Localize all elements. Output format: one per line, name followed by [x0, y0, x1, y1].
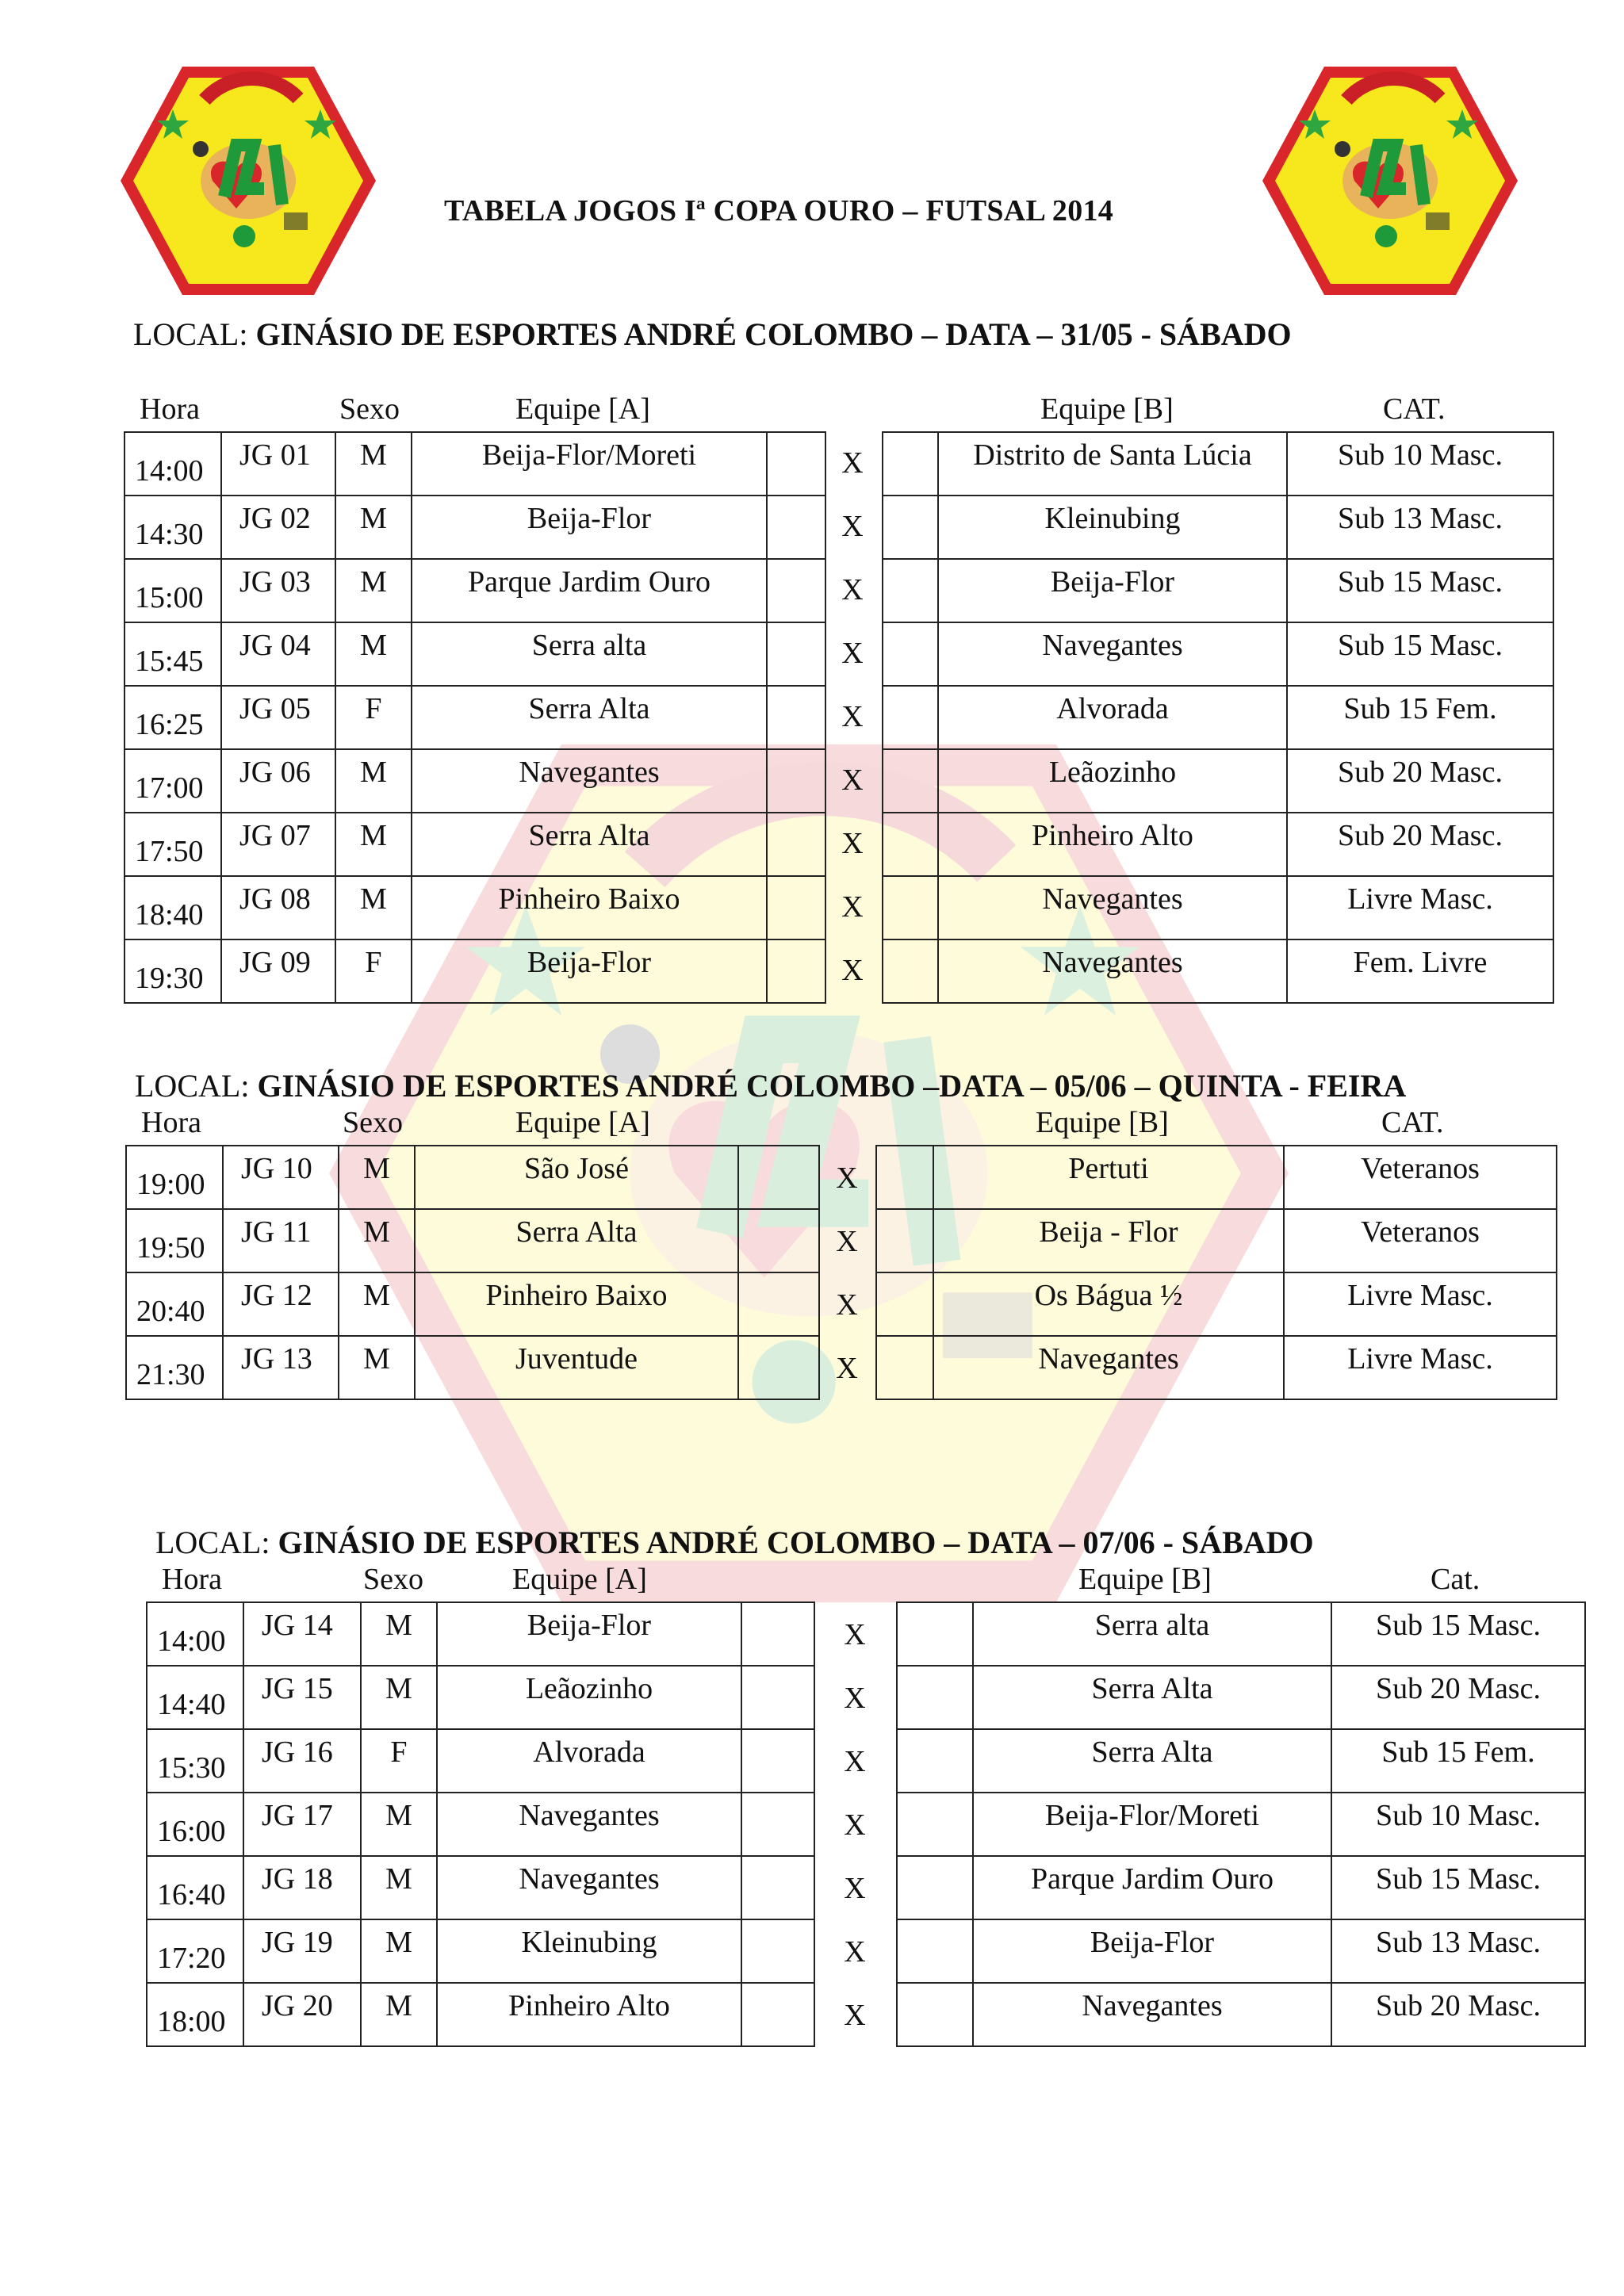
table-row: [883, 559, 1553, 622]
equipe-a-cell: São José: [524, 1152, 629, 1185]
jg-cell: JG 05: [239, 692, 311, 725]
equipe-a-cell: Pinheiro Alto: [508, 1989, 670, 2022]
sexo-cell: F: [365, 946, 382, 979]
score-a-cell: [741, 1729, 814, 1793]
table-row: [147, 1856, 814, 1919]
section-3-local-label: LOCAL:: [155, 1525, 278, 1560]
table-row: [124, 559, 825, 622]
hora-cell: 19:30: [135, 962, 204, 995]
cat-cell: Sub 13 Masc.: [1338, 502, 1503, 535]
hora-cell: 15:45: [135, 645, 204, 678]
table-row: [147, 1983, 814, 2046]
equipe-b-cell: Navegantes: [1038, 1342, 1179, 1376]
hora-cell: 17:00: [135, 771, 204, 805]
score-b-cell: [897, 1666, 973, 1729]
page-title: TABELA JOGOS Iª COPA OURO – FUTSAL 2014: [444, 194, 1114, 228]
versus-mark: X: [844, 1745, 866, 1778]
cat-cell: Sub 13 Masc.: [1376, 1926, 1541, 1959]
score-b-cell: [876, 1146, 933, 1209]
table-row: [883, 939, 1553, 1003]
cat-cell: Sub 10 Masc.: [1376, 1799, 1541, 1832]
header-equipe-b: Equipe [B]: [1078, 1563, 1212, 1596]
table-row: [147, 1729, 814, 1793]
hora-cell: 14:00: [157, 1624, 226, 1658]
versus-mark: X: [844, 1618, 866, 1651]
score-b-cell: [897, 1793, 973, 1856]
jg-cell: JG 15: [262, 1672, 333, 1705]
jg-cell: JG 13: [241, 1342, 312, 1376]
equipe-b-cell: Leãozinho: [1048, 756, 1177, 789]
equipe-a-cell: Beija-Flor: [527, 946, 652, 979]
versus-mark: X: [844, 1682, 866, 1715]
equipe-b-cell: Beija-Flor: [1090, 1926, 1215, 1959]
score-a-cell: [738, 1209, 819, 1272]
equipe-b-cell: Alvorada: [1056, 692, 1169, 725]
table-row: [883, 749, 1553, 813]
table-row: [124, 686, 825, 749]
sexo-cell: M: [363, 1215, 390, 1249]
header-equipe-a: Equipe [A]: [512, 1563, 647, 1596]
versus-mark: X: [841, 954, 864, 987]
score-b-cell: [897, 1983, 973, 2046]
hora-cell: 17:20: [157, 1942, 226, 1975]
table-row: [897, 1856, 1585, 1919]
score-a-cell: [741, 1666, 814, 1729]
equipe-a-cell: Serra Alta: [528, 819, 650, 852]
score-a-cell: [738, 1272, 819, 1336]
jg-cell: JG 16: [262, 1735, 333, 1769]
header-hora: Hora: [162, 1563, 222, 1596]
equipe-a-cell: Navegantes: [519, 756, 660, 789]
hora-cell: 16:00: [157, 1815, 226, 1848]
jg-cell: JG 01: [239, 438, 311, 472]
score-a-cell: [767, 432, 825, 496]
jg-cell: JG 11: [241, 1215, 312, 1249]
jg-cell: JG 08: [239, 882, 311, 916]
score-b-cell: [897, 1919, 973, 1983]
section-3-local-value: GINÁSIO DE ESPORTES ANDRÉ COLOMBO – DATA – 07/06 - SÁBADO: [278, 1525, 1314, 1560]
jg-cell: JG 04: [239, 629, 311, 662]
equipe-a-cell: Serra Alta: [528, 692, 650, 725]
header-cat: CAT.: [1383, 392, 1446, 426]
score-a-cell: [741, 1602, 814, 1666]
equipe-a-cell: Juventude: [515, 1342, 638, 1376]
sexo-cell: M: [360, 438, 387, 472]
score-a-cell: [738, 1336, 819, 1399]
score-b-cell: [883, 939, 938, 1003]
hora-cell: 18:40: [135, 898, 204, 932]
table-row: [897, 1919, 1585, 1983]
cat-cell: Fem. Livre: [1353, 946, 1488, 979]
hora-cell: 17:50: [135, 835, 204, 868]
section-2-table-b: [875, 1145, 1557, 1400]
equipe-a-cell: Beija-Flor: [527, 502, 652, 535]
section-1-table-b: [882, 431, 1554, 1004]
score-a-cell: [741, 1793, 814, 1856]
table-row: [883, 496, 1553, 559]
sexo-cell: M: [360, 629, 387, 662]
table-row: [124, 432, 825, 496]
score-b-cell: [883, 813, 938, 876]
header-equipe-b: Equipe [B]: [1040, 392, 1174, 426]
copa-ouro-logo-right: [1259, 62, 1521, 300]
hora-cell: 18:00: [157, 2005, 226, 2038]
hora-cell: 15:30: [157, 1751, 226, 1785]
equipe-b-cell: Navegantes: [1042, 629, 1183, 662]
score-a-cell: [741, 1919, 814, 1983]
header-equipe-a: Equipe [A]: [515, 1106, 650, 1139]
table-row: [147, 1793, 814, 1856]
section-2-local-label: LOCAL:: [135, 1068, 258, 1104]
equipe-a-cell: Beija-Flor/Moreti: [481, 438, 697, 472]
score-b-cell: [876, 1272, 933, 1336]
jg-cell: JG 07: [239, 819, 311, 852]
equipe-b-cell: Serra alta: [1094, 1609, 1210, 1642]
table-row: [124, 813, 825, 876]
versus-mark: X: [836, 1352, 858, 1385]
sexo-cell: M: [385, 1609, 412, 1642]
equipe-a-cell: Kleinubing: [521, 1926, 657, 1959]
header-hora: Hora: [141, 1106, 201, 1139]
sexo-cell: F: [390, 1735, 408, 1769]
score-a-cell: [767, 559, 825, 622]
sexo-cell: F: [365, 692, 382, 725]
score-b-cell: [883, 496, 938, 559]
cat-cell: Veteranos: [1361, 1215, 1480, 1249]
sexo-cell: M: [385, 1926, 412, 1959]
section-2-heading: [135, 1067, 1406, 1104]
score-a-cell: [738, 1146, 819, 1209]
sexo-cell: M: [363, 1152, 390, 1185]
table-row: [126, 1336, 819, 1399]
section-3-table-a: [146, 1601, 815, 2047]
versus-mark: X: [836, 1161, 858, 1195]
equipe-a-cell: Pinheiro Baixo: [498, 882, 680, 916]
versus-mark: X: [841, 510, 864, 543]
sexo-cell: M: [385, 1989, 412, 2022]
hora-cell: 15:00: [135, 581, 204, 614]
jg-cell: JG 20: [262, 1989, 333, 2022]
jg-cell: JG 09: [239, 946, 311, 979]
score-b-cell: [883, 686, 938, 749]
jg-cell: JG 10: [241, 1152, 312, 1185]
cat-cell: Sub 15 Masc.: [1376, 1862, 1541, 1896]
score-b-cell: [876, 1336, 933, 1399]
score-b-cell: [883, 432, 938, 496]
section-3-table-b: [896, 1601, 1586, 2047]
equipe-b-cell: Navegantes: [1042, 882, 1183, 916]
header-sexo: Sexo: [339, 392, 400, 426]
table-row: [883, 686, 1553, 749]
header-equipe-a: Equipe [A]: [515, 392, 650, 426]
equipe-b-cell: Beija-Flor/Moreti: [1044, 1799, 1260, 1832]
score-a-cell: [767, 686, 825, 749]
table-row: [897, 1793, 1585, 1856]
equipe-b-cell: Distrito de Santa Lúcia: [973, 438, 1252, 472]
sexo-cell: M: [360, 756, 387, 789]
sexo-cell: M: [385, 1862, 412, 1896]
score-a-cell: [767, 939, 825, 1003]
versus-mark: X: [836, 1288, 858, 1322]
jg-cell: JG 19: [262, 1926, 333, 1959]
equipe-b-cell: Os Bágua ½: [1034, 1279, 1183, 1312]
table-row: [876, 1272, 1557, 1336]
section-3-heading: [155, 1524, 1314, 1561]
equipe-b-cell: Serra Alta: [1091, 1735, 1213, 1769]
table-row: [126, 1146, 819, 1209]
score-b-cell: [897, 1602, 973, 1666]
table-row: [124, 622, 825, 686]
cat-cell: Livre Masc.: [1347, 1342, 1493, 1376]
versus-mark: X: [841, 573, 864, 607]
section-2-local-value: GINÁSIO DE ESPORTES ANDRÉ COLOMBO –DATA – 05/06 – QUINTA - FEIRA: [257, 1068, 1407, 1104]
table-row: [876, 1209, 1557, 1272]
sexo-cell: M: [360, 565, 387, 599]
cat-cell: Sub 10 Masc.: [1338, 438, 1503, 472]
versus-mark: X: [844, 1872, 866, 1905]
header-equipe-b: Equipe [B]: [1036, 1106, 1169, 1139]
equipe-a-cell: Navegantes: [519, 1862, 660, 1896]
jg-cell: JG 02: [239, 502, 311, 535]
table-row: [883, 432, 1553, 496]
equipe-b-cell: Serra Alta: [1091, 1672, 1213, 1705]
section-1-table-a: [124, 431, 826, 1004]
hora-cell: 14:40: [157, 1688, 226, 1721]
table-row: [876, 1146, 1557, 1209]
score-a-cell: [741, 1856, 814, 1919]
table-row: [883, 622, 1553, 686]
section-1-local-value: GINÁSIO DE ESPORTES ANDRÉ COLOMBO – DATA – 31/05 - SÁBADO: [255, 316, 1292, 352]
copa-ouro-logo-left: [117, 62, 379, 300]
table-row: [876, 1336, 1557, 1399]
versus-mark: X: [841, 890, 864, 924]
sexo-cell: M: [385, 1799, 412, 1832]
sexo-cell: M: [363, 1279, 390, 1312]
score-a-cell: [767, 813, 825, 876]
table-row: [124, 876, 825, 939]
equipe-b-cell: Navegantes: [1042, 946, 1183, 979]
jg-cell: JG 18: [262, 1862, 333, 1896]
equipe-b-cell: Pinheiro Alto: [1032, 819, 1193, 852]
table-row: [883, 813, 1553, 876]
jg-cell: JG 03: [239, 565, 311, 599]
equipe-a-cell: Leãozinho: [525, 1672, 653, 1705]
score-a-cell: [767, 622, 825, 686]
score-b-cell: [883, 559, 938, 622]
score-b-cell: [897, 1729, 973, 1793]
versus-mark: X: [836, 1225, 858, 1258]
versus-mark: X: [841, 637, 864, 670]
section-2-table-a: [125, 1145, 820, 1400]
table-row: [897, 1729, 1585, 1793]
versus-mark: X: [844, 1808, 866, 1842]
equipe-b-cell: Pertuti: [1068, 1152, 1149, 1185]
cat-cell: Sub 20 Masc.: [1338, 756, 1503, 789]
score-b-cell: [876, 1209, 933, 1272]
sexo-cell: M: [360, 502, 387, 535]
table-row: [124, 939, 825, 1003]
versus-mark: X: [841, 763, 864, 797]
score-a-cell: [767, 496, 825, 559]
jg-cell: JG 06: [239, 756, 311, 789]
cat-cell: Sub 15 Fem.: [1343, 692, 1497, 725]
header-sexo: Sexo: [363, 1563, 423, 1596]
hora-cell: 19:50: [136, 1231, 205, 1265]
equipe-a-cell: Alvorada: [533, 1735, 645, 1769]
cat-cell: Sub 20 Masc.: [1376, 1672, 1541, 1705]
jg-cell: JG 17: [262, 1799, 333, 1832]
equipe-b-cell: Parque Jardim Ouro: [1030, 1862, 1274, 1896]
equipe-b-cell: Beija-Flor: [1050, 565, 1175, 599]
equipe-b-cell: Kleinubing: [1044, 502, 1181, 535]
equipe-a-cell: Serra alta: [531, 629, 647, 662]
score-a-cell: [767, 749, 825, 813]
table-row: [147, 1919, 814, 1983]
score-b-cell: [883, 749, 938, 813]
score-b-cell: [883, 876, 938, 939]
score-a-cell: [741, 1983, 814, 2046]
sexo-cell: M: [360, 882, 387, 916]
hora-cell: 16:25: [135, 708, 204, 741]
table-row: [883, 876, 1553, 939]
equipe-a-cell: Beija-Flor: [527, 1609, 652, 1642]
cat-cell: Sub 15 Masc.: [1376, 1609, 1541, 1642]
section-1-heading: [133, 316, 1292, 353]
cat-cell: Sub 15 Masc.: [1338, 565, 1503, 599]
score-a-cell: [767, 876, 825, 939]
table-row: [126, 1272, 819, 1336]
table-row: [897, 1983, 1585, 2046]
hora-cell: 14:00: [135, 454, 204, 488]
jg-cell: JG 14: [262, 1609, 333, 1642]
versus-mark: X: [841, 827, 864, 860]
table-row: [124, 749, 825, 813]
table-row: [897, 1602, 1585, 1666]
cat-cell: Veteranos: [1361, 1152, 1480, 1185]
hora-cell: 21:30: [136, 1358, 205, 1391]
table-row: [126, 1209, 819, 1272]
score-b-cell: [897, 1856, 973, 1919]
section-1-local-label: LOCAL:: [133, 316, 256, 352]
sexo-cell: M: [363, 1342, 390, 1376]
equipe-a-cell: Pinheiro Baixo: [485, 1279, 668, 1312]
cat-cell: Sub 15 Fem.: [1381, 1735, 1535, 1769]
sexo-cell: M: [385, 1672, 412, 1705]
hora-cell: 14:30: [135, 518, 204, 551]
table-row: [147, 1666, 814, 1729]
header-hora: Hora: [140, 392, 200, 426]
sexo-cell: M: [360, 819, 387, 852]
header-cat: CAT.: [1381, 1106, 1444, 1139]
table-row: [147, 1602, 814, 1666]
cat-cell: Sub 20 Masc.: [1376, 1989, 1541, 2022]
header-sexo: Sexo: [343, 1106, 403, 1139]
cat-cell: Sub 15 Masc.: [1338, 629, 1503, 662]
cat-cell: Sub 20 Masc.: [1338, 819, 1503, 852]
cat-cell: Livre Masc.: [1347, 1279, 1493, 1312]
versus-mark: X: [841, 700, 864, 733]
hora-cell: 20:40: [136, 1295, 205, 1328]
header-cat: Cat.: [1431, 1563, 1480, 1596]
equipe-a-cell: Parque Jardim Ouro: [467, 565, 711, 599]
versus-mark: X: [841, 446, 864, 480]
score-b-cell: [883, 622, 938, 686]
equipe-b-cell: Beija - Flor: [1039, 1215, 1178, 1249]
equipe-b-cell: Navegantes: [1082, 1989, 1223, 2022]
table-row: [124, 496, 825, 559]
hora-cell: 19:00: [136, 1168, 205, 1201]
jg-cell: JG 12: [241, 1279, 312, 1312]
hora-cell: 16:40: [157, 1878, 226, 1911]
cat-cell: Livre Masc.: [1347, 882, 1493, 916]
table-row: [897, 1666, 1585, 1729]
equipe-a-cell: Navegantes: [519, 1799, 660, 1832]
equipe-a-cell: Serra Alta: [515, 1215, 638, 1249]
versus-mark: X: [844, 1935, 866, 1969]
versus-mark: X: [844, 1999, 866, 2032]
